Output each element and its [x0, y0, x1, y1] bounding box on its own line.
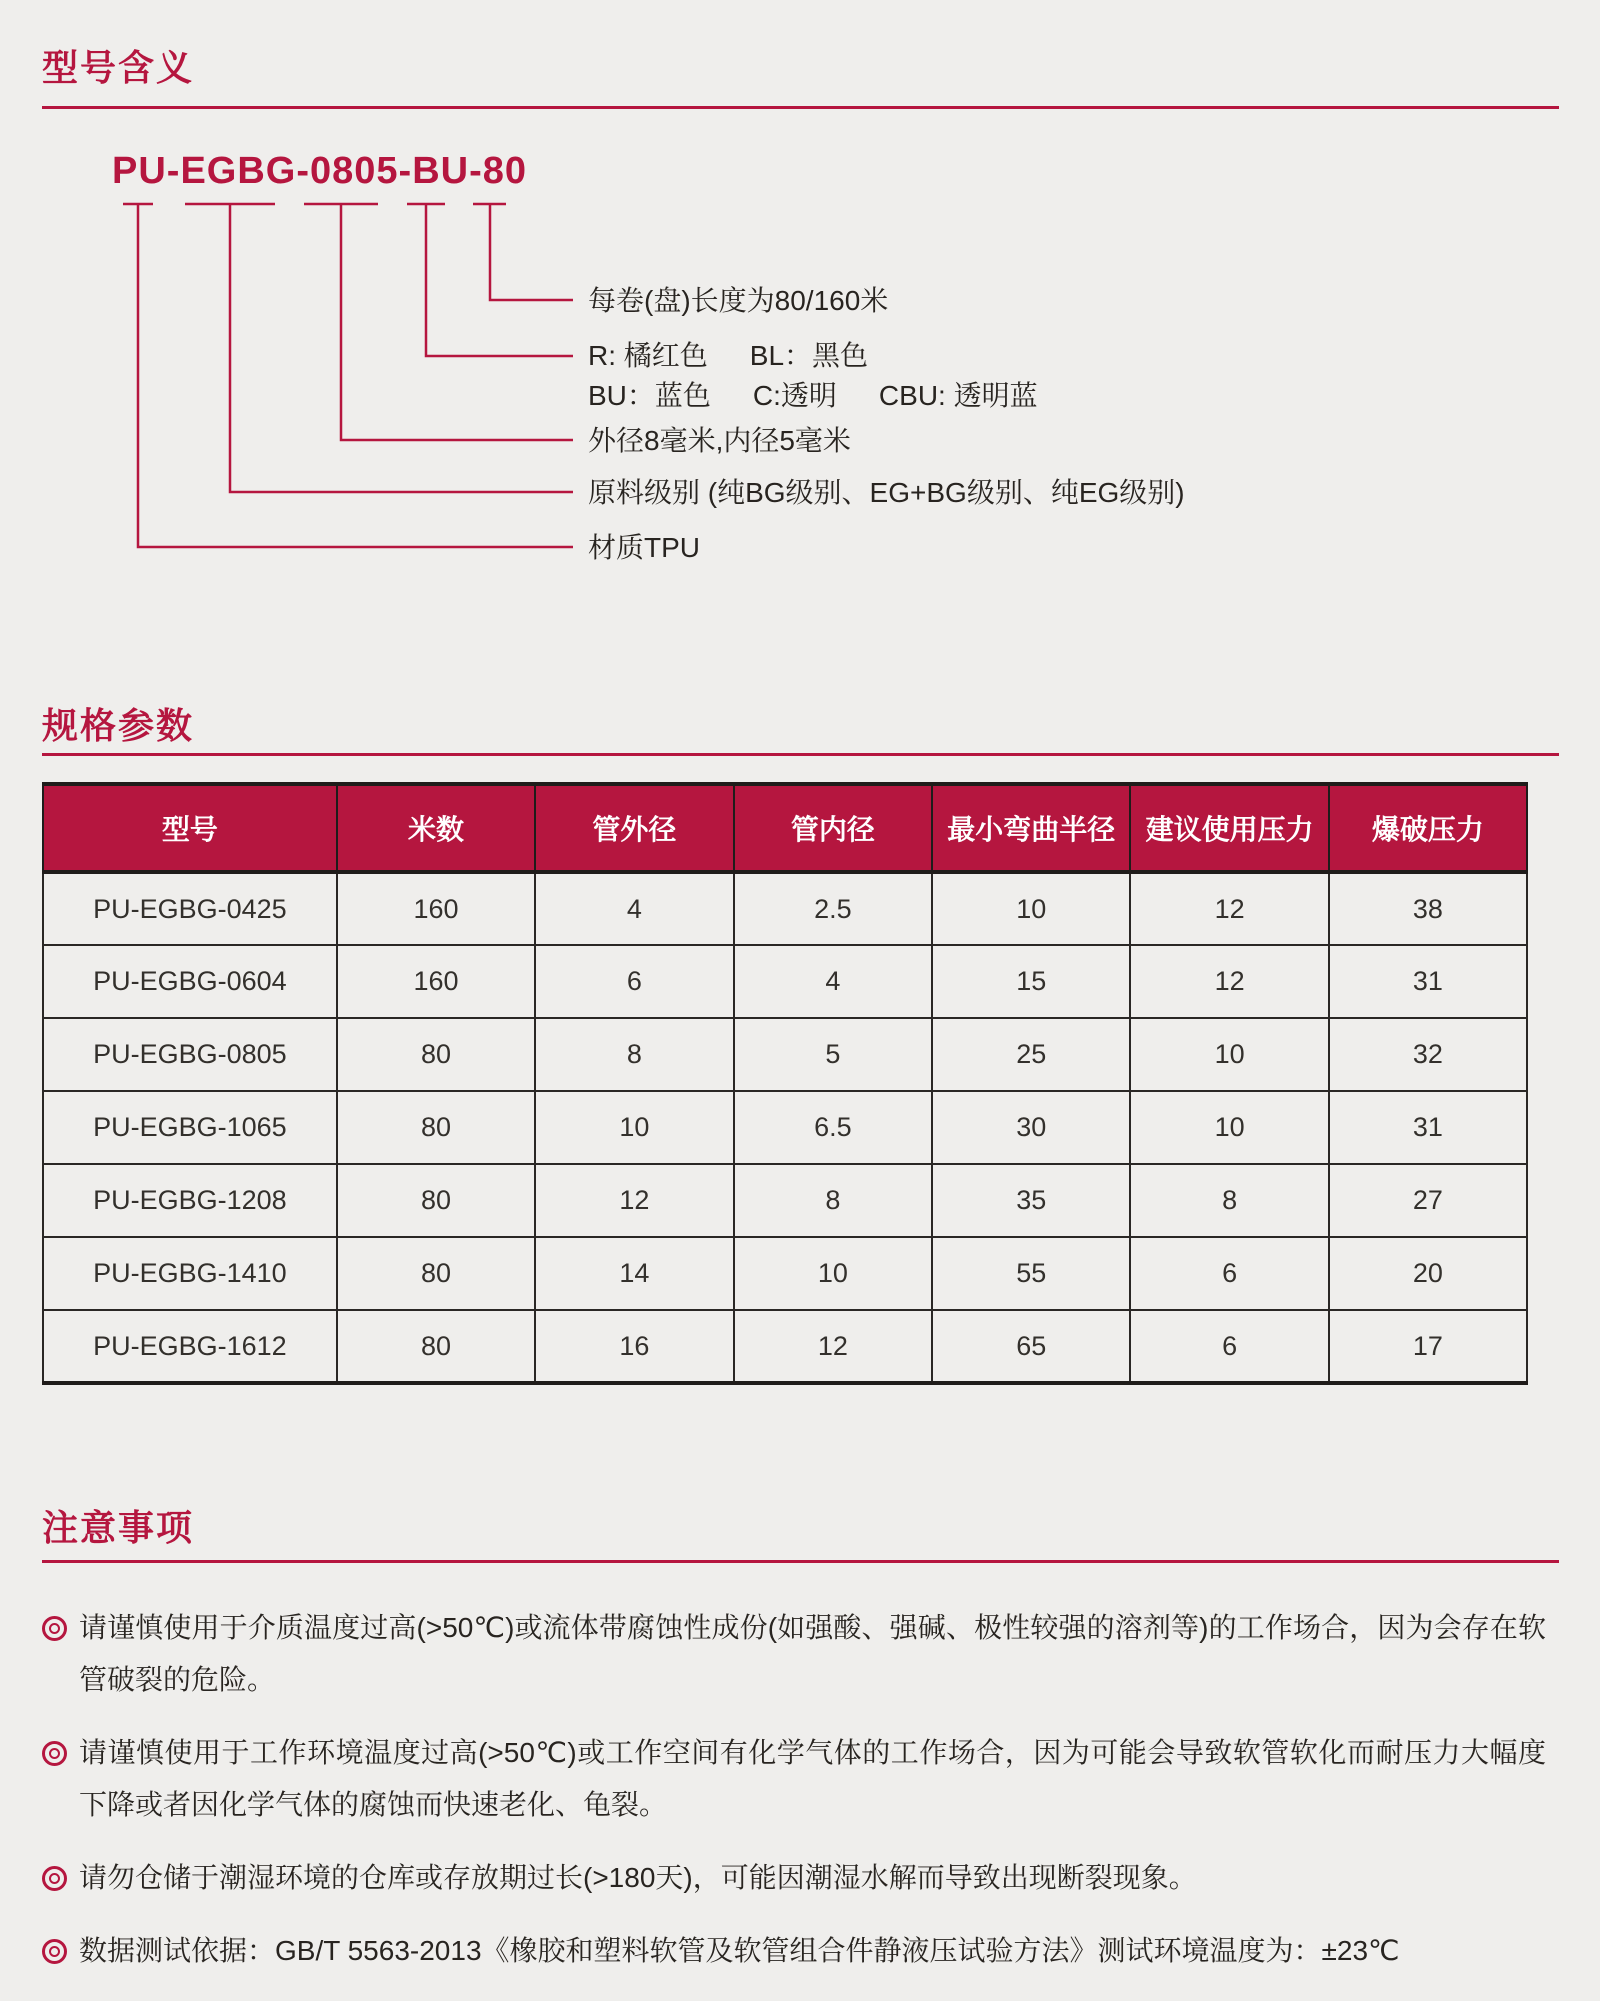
- label-roll-length: 每卷(盘)长度为80/160米: [588, 285, 889, 316]
- notes-list: [42, 1602, 1546, 1998]
- value-cell: 2.5: [734, 872, 932, 945]
- label-diameter: 外径8毫米,内径5毫米: [588, 425, 851, 456]
- color-code-item: BL：黑色: [749, 340, 869, 371]
- column-header: 建议使用压力: [1130, 784, 1328, 872]
- color-code-item: C:透明: [752, 380, 837, 411]
- color-code-item: R: 橘红色: [588, 340, 708, 371]
- color-code-item: CBU: 透明蓝: [878, 380, 1038, 411]
- value-cell: 55: [932, 1237, 1130, 1310]
- value-cell: 31: [1329, 945, 1527, 1018]
- value-cell: 6: [1130, 1310, 1328, 1383]
- value-cell: 12: [1130, 872, 1328, 945]
- model-cell: PU-EGBG-0604: [43, 945, 337, 1018]
- color-code-row: [588, 376, 1038, 416]
- value-cell: 17: [1329, 1310, 1527, 1383]
- bullseye-bullet-icon: [42, 1939, 67, 1964]
- value-cell: 25: [932, 1018, 1130, 1091]
- value-cell: 10: [734, 1237, 932, 1310]
- note-text: 请谨慎使用于介质温度过高(>50℃)或流体带腐蚀性成份(如强酸、强碱、极性较强的溶剂等)的工作场合，因为会存在软管破裂的危险。: [79, 1612, 1546, 1695]
- column-header: 型号: [43, 784, 337, 872]
- value-cell: 8: [734, 1164, 932, 1237]
- color-code-row: [588, 336, 1038, 376]
- value-cell: 35: [932, 1164, 1130, 1237]
- value-cell: 12: [1130, 945, 1328, 1018]
- model-cell: PU-EGBG-1065: [43, 1091, 337, 1164]
- value-cell: 14: [535, 1237, 733, 1310]
- column-header: 爆破压力: [1329, 784, 1527, 872]
- value-cell: 30: [932, 1091, 1130, 1164]
- note-text: 请谨慎使用于工作环境温度过高(>50℃)或工作空间有化学气体的工作场合，因为可能会导致软管软化而耐压力大幅度下降或者因化学气体的腐蚀而快速老化、龟裂。: [79, 1737, 1546, 1820]
- label-material-grade: 原料级别 (纯BG级别、EG+BG级别、纯EG级别): [588, 477, 1185, 508]
- header-row: [43, 784, 1527, 872]
- model-cell: PU-EGBG-1410: [43, 1237, 337, 1310]
- value-cell: 8: [1130, 1164, 1328, 1237]
- value-cell: 32: [1329, 1018, 1527, 1091]
- value-cell: 16: [535, 1310, 733, 1383]
- note-text: 数据测试依据：GB/T 5563-2013《橡胶和塑料软管及软管组合件静液压试验方法》测试环境温度为：±23℃: [79, 1935, 1400, 1966]
- note-item: [42, 1852, 1546, 1904]
- table-row: [43, 1310, 1527, 1383]
- table-row: [43, 945, 1527, 1018]
- table-row: [43, 1237, 1527, 1310]
- value-cell: 10: [1130, 1091, 1328, 1164]
- value-cell: 8: [535, 1018, 733, 1091]
- value-cell: 6.5: [734, 1091, 932, 1164]
- spec-table-body: [43, 872, 1527, 1383]
- column-header: 管内径: [734, 784, 932, 872]
- note-text: 请勿仓储于潮湿环境的仓库或存放期过长(>180天)，可能因潮湿水解而导致出现断裂现象。: [79, 1862, 1197, 1893]
- value-cell: 15: [932, 945, 1130, 1018]
- value-cell: 6: [1130, 1237, 1328, 1310]
- bullseye-bullet-icon: [42, 1741, 67, 1766]
- model-cell: PU-EGBG-1612: [43, 1310, 337, 1383]
- note-item: [42, 1602, 1546, 1706]
- value-cell: 12: [535, 1164, 733, 1237]
- note-item: [42, 1727, 1546, 1831]
- value-cell: 31: [1329, 1091, 1527, 1164]
- model-cell: PU-EGBG-0805: [43, 1018, 337, 1091]
- model-code: PU-EGBG-0805-BU-80: [112, 150, 527, 192]
- bullseye-bullet-icon: [42, 1616, 67, 1641]
- value-cell: 5: [734, 1018, 932, 1091]
- value-cell: 38: [1329, 872, 1527, 945]
- value-cell: 12: [734, 1310, 932, 1383]
- column-header: 管外径: [535, 784, 733, 872]
- spec-table-header: [43, 784, 1527, 872]
- value-cell: 27: [1329, 1164, 1527, 1237]
- color-code-item: BU：蓝色: [588, 380, 711, 411]
- value-cell: 80: [337, 1164, 535, 1237]
- model-cell: PU-EGBG-0425: [43, 872, 337, 945]
- bullseye-bullet-icon: [42, 1866, 67, 1891]
- model-cell: PU-EGBG-1208: [43, 1164, 337, 1237]
- table-row: [43, 1091, 1527, 1164]
- value-cell: 80: [337, 1237, 535, 1310]
- value-cell: 80: [337, 1310, 535, 1383]
- spec-table: [42, 782, 1528, 1385]
- value-cell: 160: [337, 945, 535, 1018]
- column-header: 米数: [337, 784, 535, 872]
- value-cell: 6: [535, 945, 733, 1018]
- value-cell: 80: [337, 1018, 535, 1091]
- value-cell: 4: [734, 945, 932, 1018]
- value-cell: 10: [535, 1091, 733, 1164]
- section-divider: [42, 753, 1559, 756]
- value-cell: 10: [932, 872, 1130, 945]
- value-cell: 4: [535, 872, 733, 945]
- notes-section-title: 注意事项: [42, 1507, 195, 1548]
- table-row: [43, 1018, 1527, 1091]
- column-header: 最小弯曲半径: [932, 784, 1130, 872]
- value-cell: 20: [1329, 1237, 1527, 1310]
- table-row: [43, 1164, 1527, 1237]
- value-cell: 80: [337, 1091, 535, 1164]
- value-cell: 160: [337, 872, 535, 945]
- note-item: [42, 1925, 1546, 1977]
- spec-section-title: 规格参数: [42, 705, 195, 746]
- table-row: [43, 872, 1527, 945]
- value-cell: 65: [932, 1310, 1130, 1383]
- section-divider: [42, 1560, 1559, 1563]
- label-material: 材质TPU: [588, 532, 701, 563]
- model-section-title: 型号含义: [42, 47, 195, 88]
- color-code-legend: [588, 336, 1038, 416]
- value-cell: 10: [1130, 1018, 1328, 1091]
